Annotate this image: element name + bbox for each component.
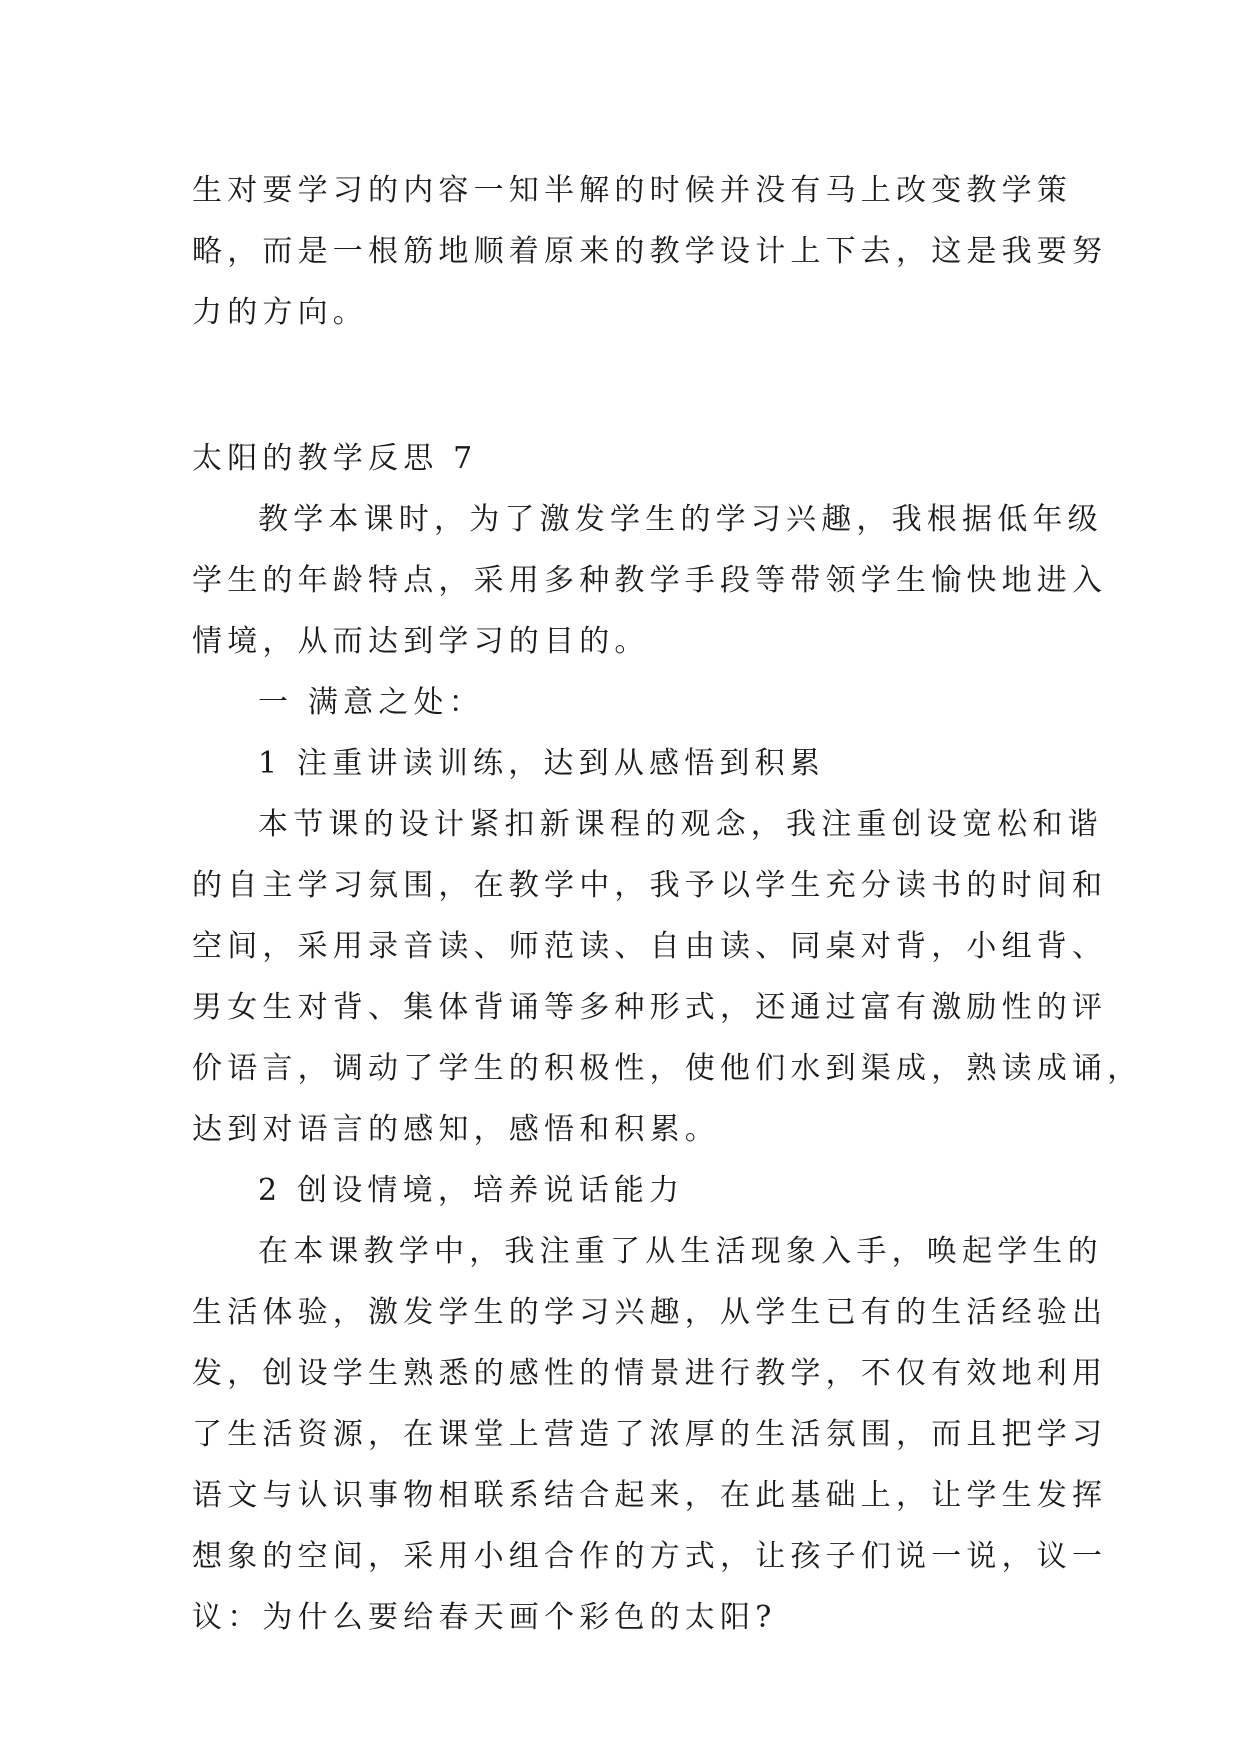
text-line: 力的方向。 bbox=[192, 295, 368, 330]
text-line: 本节课的设计紧扣新课程的观念，我注重创设宽松和谐 bbox=[258, 807, 1103, 842]
text-line: 想象的空间，采用小组合作的方式，让孩子们说一说，议一 bbox=[192, 1539, 1108, 1574]
text-line: 议：为什么要给春天画个彩色的太阳? bbox=[192, 1600, 777, 1635]
text-line: 生对要学习的内容一知半解的时候并没有马上改变教学策 bbox=[192, 173, 1072, 208]
text-line: 教学本课时，为了激发学生的学习兴趣，我根据低年级 bbox=[258, 502, 1103, 537]
text-line: 学生的年龄特点，采用多种教学手段等带领学生愉快地进入 bbox=[192, 563, 1108, 598]
heading-satisfactory bbox=[192, 672, 1062, 733]
text-line: 情境，从而达到学习的目的。 bbox=[192, 624, 650, 659]
text-line: 的自主学习氛围，在教学中，我予以学生充分读书的时间和 bbox=[192, 868, 1108, 903]
text-line: 达到对语言的感知，感悟和积累。 bbox=[192, 1112, 720, 1147]
paragraph-gap bbox=[192, 343, 1062, 428]
document-page bbox=[192, 160, 1143, 1648]
intro-paragraph bbox=[192, 160, 1108, 343]
text-line: 发，创设学生熟悉的感性的情景进行教学，不仅有效地利用 bbox=[192, 1356, 1108, 1391]
text-line: 在本课教学中，我注重了从生活现象入手，唤起学生的 bbox=[258, 1234, 1103, 1269]
paragraph-intro bbox=[192, 489, 1108, 672]
subsection-heading: 2 创设情境，培养说话能力 bbox=[258, 1173, 685, 1208]
text-line: 语文与认识事物相联系结合起来，在此基础上，让学生发挥 bbox=[192, 1478, 1108, 1513]
text-line: 空间，采用录音读、师范读、自由读、同桌对背，小组背、 bbox=[192, 929, 1108, 964]
paragraph-point-1 bbox=[192, 794, 1143, 1160]
section-heading: 一 满意之处： bbox=[258, 685, 484, 720]
text-line: 男女生对背、集体背诵等多种形式，还通过富有激励性的评 bbox=[192, 990, 1108, 1025]
text-line: 略，而是一根筋地顺着原来的教学设计上下去，这是我要努 bbox=[192, 234, 1108, 269]
subsection-heading: 1 注重讲读训练，达到从感悟到积累 bbox=[258, 746, 826, 781]
heading-point-2 bbox=[192, 1160, 1062, 1221]
text-line: 价语言，调动了学生的积极性，使他们水到渠成，熟读成诵， bbox=[192, 1051, 1143, 1086]
text-line: 了生活资源，在课堂上营造了浓厚的生活氛围，而且把学习 bbox=[192, 1417, 1108, 1452]
paragraph-point-2 bbox=[192, 1221, 1108, 1648]
text-line: 生活体验，激发学生的学习兴趣，从学生已有的生活经验出 bbox=[192, 1295, 1108, 1330]
heading-point-1 bbox=[192, 733, 1062, 794]
section-title: 太阳的教学反思 7 bbox=[192, 441, 478, 476]
